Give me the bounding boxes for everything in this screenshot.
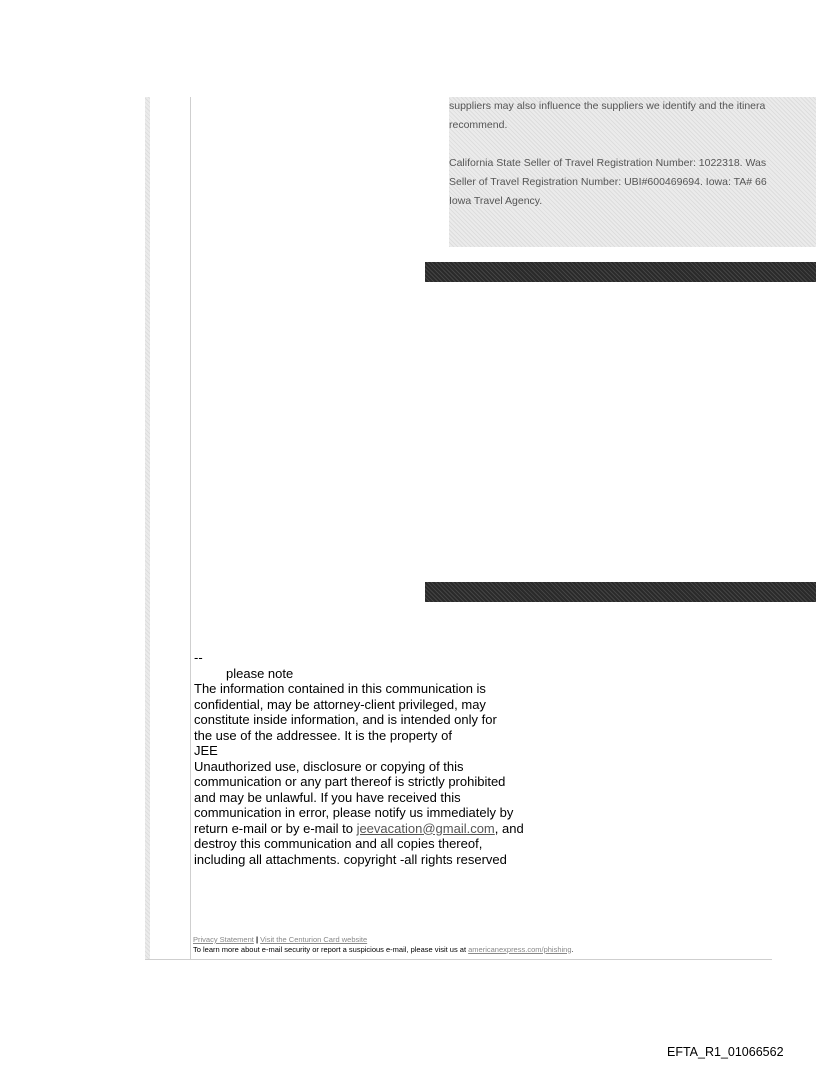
left-border-bar — [145, 97, 150, 960]
signature-line: including all attachments. copyright -all rights reserved — [194, 851, 507, 867]
inner-border-line — [190, 97, 191, 960]
footer-security-end: . — [571, 944, 574, 954]
disclaimer-text: Seller of Travel Registration Number: UBI#600469694. Iowa: TA# 66 — [449, 176, 767, 188]
email-signature — [194, 650, 574, 867]
privacy-statement-link[interactable]: Privacy Statement — [193, 935, 254, 944]
signature-return-suffix: , and — [494, 820, 524, 836]
signature-line: communication in error, please notify us immediately by — [194, 805, 514, 820]
signature-dashes: -- — [194, 650, 203, 665]
footer-security-row — [193, 945, 574, 955]
signature-line: The information contained in this communication is — [194, 681, 486, 696]
centurion-card-link[interactable]: Visit the Centurion Card website — [260, 935, 368, 944]
footer-separator: | — [255, 935, 259, 944]
signature-line: communication or any part thereof is strictly prohibited — [194, 774, 506, 789]
email-footer — [193, 935, 574, 954]
signature-note-heading: please note — [226, 665, 294, 681]
phishing-link[interactable]: americanexpress.com/phishing — [468, 944, 572, 954]
signature-return-line — [194, 821, 574, 837]
disclaimer-paragraph-2 — [449, 154, 767, 211]
signature-return-prefix: return e-mail or by e-mail to — [194, 820, 357, 836]
signature-line: JEE — [194, 743, 218, 758]
disclaimer-text: recommend. — [449, 119, 508, 131]
signature-line: and may be unlawful. If you have received this — [194, 789, 461, 805]
disclaimer-paragraph-1 — [449, 97, 765, 135]
bottom-border-line — [145, 959, 772, 960]
signature-line: constitute inside information, and is intended only for — [194, 712, 497, 727]
signature-line: destroy this communication and all copies thereof, — [194, 836, 483, 851]
footer-links-row — [193, 935, 574, 945]
footer-security-text: To learn more about e-mail security or report a suspicious e-mail, please visit us at — [193, 944, 469, 954]
signature-line: the use of the addressee. It is the property of — [194, 727, 452, 743]
email-link[interactable]: jeevacation@gmail.com — [356, 820, 495, 836]
signature-line: confidential, may be attorney-client privileged, may — [194, 696, 486, 712]
travel-disclaimer-box — [449, 97, 816, 247]
disclaimer-text: Iowa Travel Agency. — [449, 195, 543, 207]
redaction-band-bottom — [425, 582, 816, 602]
disclaimer-text: suppliers may also influence the suppliers we identify and the itinera — [449, 100, 766, 112]
signature-line: Unauthorized use, disclosure or copying of this — [194, 758, 464, 774]
disclaimer-text: California State Seller of Travel Registration Number: 1022318. Was — [449, 157, 767, 169]
redaction-band-top — [425, 262, 816, 282]
document-id: EFTA_R1_01066562 — [667, 1045, 784, 1059]
